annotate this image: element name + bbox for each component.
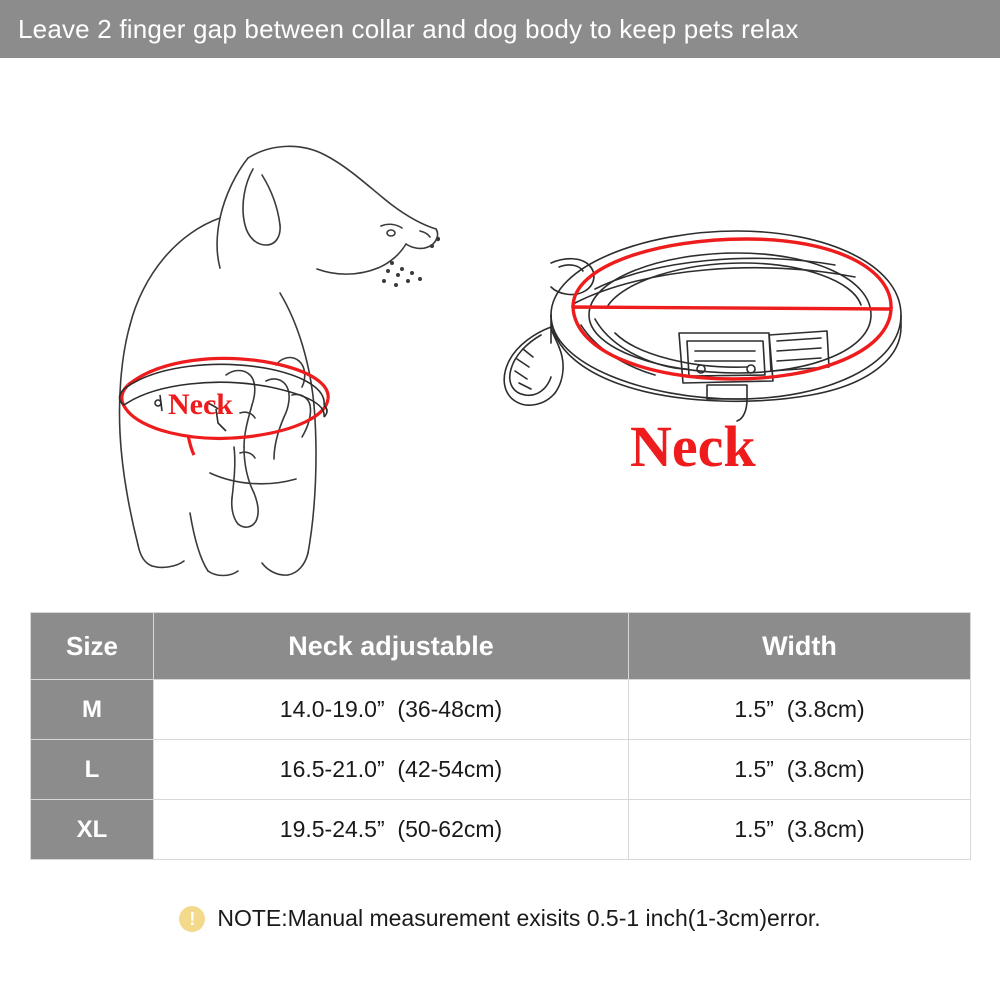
header-banner	[0, 0, 1000, 58]
cell-neck: 16.5-21.0” (42-54cm)	[154, 740, 629, 800]
cell-width: 1.5” (3.8cm)	[629, 680, 971, 740]
note-text: NOTE:Manual measurement exisits 0.5-1 inch(1-3cm)error.	[217, 905, 821, 931]
cell-width: 1.5” (3.8cm)	[629, 800, 971, 860]
column-header-width: Width	[629, 613, 971, 680]
size-table-body	[31, 680, 971, 860]
size-table-wrap	[30, 612, 970, 860]
cell-size: L	[31, 740, 154, 800]
column-header-neck: Neck adjustable	[154, 613, 629, 680]
cell-size: XL	[31, 800, 154, 860]
column-header-size: Size	[31, 613, 154, 680]
size-table	[30, 612, 971, 860]
collar-illustration	[455, 203, 935, 508]
table-row	[31, 800, 971, 860]
cell-neck: 19.5-24.5” (50-62cm)	[154, 800, 629, 860]
cell-width: 1.5” (3.8cm)	[629, 740, 971, 800]
banner-text: Leave 2 finger gap between collar and dog body to keep pets relax	[18, 13, 799, 44]
table-row	[31, 740, 971, 800]
dog-illustration	[40, 113, 440, 588]
dog-neck-label: Neck	[168, 388, 233, 421]
table-row	[31, 680, 971, 740]
cell-size: M	[31, 680, 154, 740]
cell-neck: 14.0-19.0” (36-48cm)	[154, 680, 629, 740]
size-table-head	[31, 613, 971, 680]
illustration-area	[0, 58, 1000, 598]
table-header-row	[31, 613, 971, 680]
collar-neck-label: Neck	[630, 414, 756, 479]
note-row	[0, 905, 1000, 932]
exclamation-icon: !	[179, 906, 205, 932]
